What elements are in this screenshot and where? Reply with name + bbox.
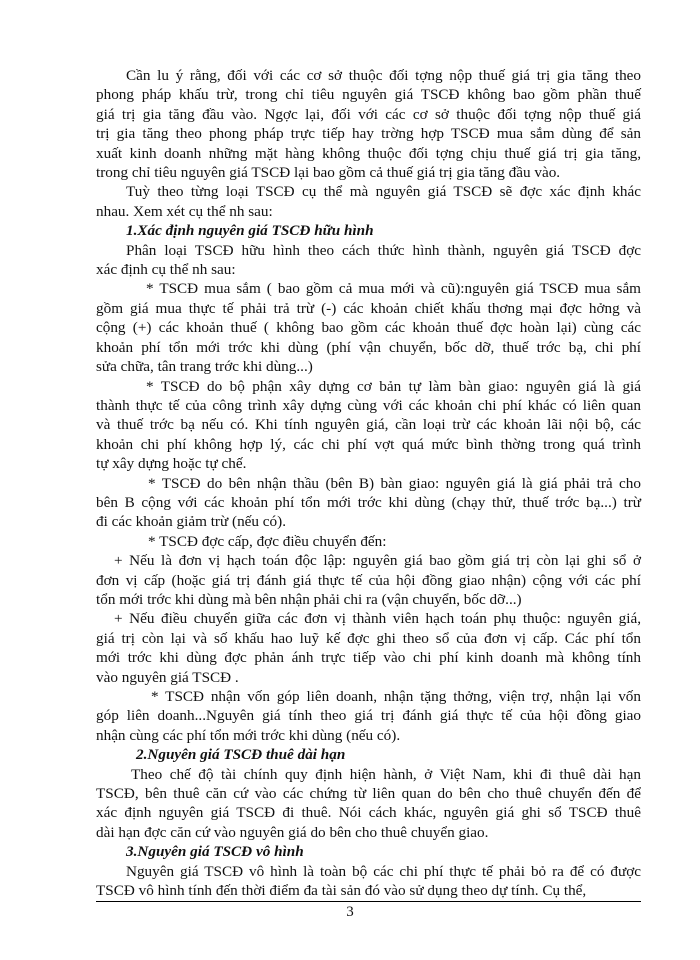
paragraph <box>96 279 641 376</box>
text-line: nhận cùng các phí tổn mới trớc khi dùng (nếu có). <box>96 726 401 744</box>
text-line: xuất kinh doanh những mặt hàng không thuộc đối tợng chịu thuế giá trị gia tăng, <box>96 144 641 162</box>
text-line: tổn mới trớc khi dùng mà bên nhận phải chi ra (vận chuyển, bốc dỡ...) <box>96 590 522 608</box>
text-line: TSCĐ, bên thuê căn cứ vào các chứng từ liên quan do bên cho thuê chuyển đến để <box>96 785 641 803</box>
page-number: 3 <box>346 904 354 920</box>
section-heading <box>96 745 641 764</box>
text-line: xác định nguyên giá TSCĐ đi thuê. Nói cách khác, nguyên giá ghi sổ TSCĐ thuê <box>96 804 641 822</box>
text-line: + Nếu điều chuyển giữa các đơn vị thành viên hạch toán phụ thuộc: nguyên giá, <box>114 610 641 628</box>
text-line: 1.Xác định nguyên giá TSCĐ hữu hình <box>126 222 374 240</box>
text-line: khoản chi phí không hợp lý, các chi phí vợt quá mức bình thờng trong quá trình <box>96 435 641 453</box>
text-line: thành thực tế của công trình xây dựng cùng với các khoản chi phí khác có liên quan <box>96 396 641 414</box>
text-line: xác định cụ thể nh sau: <box>96 261 236 279</box>
text-line: + Nếu là đơn vị hạch toán độc lập: nguyên giá bao gồm giá trị còn lại ghi sổ ở <box>114 552 641 570</box>
text-line: * TSCĐ mua sắm ( bao gồm cả mua mới và cũ):nguyên giá TSCĐ mua sắm <box>146 280 641 298</box>
body-text <box>96 66 641 900</box>
text-line: tự xây dựng hoặc tự chế. <box>96 455 247 473</box>
text-line: Nguyên giá TSCĐ vô hình là toàn bộ các chi phí thực tế phải bỏ ra để có được <box>126 862 641 880</box>
paragraph <box>96 765 641 843</box>
text-line: mới trớc khi dùng đợc phản ánh trực tiếp vào chi phí kinh doanh mà không tính <box>96 649 641 667</box>
text-line: khoản phí tổn mới trớc khi dùng (phí vận chuyển, bốc dỡ, thuế trớc bạ, chi phí <box>96 338 641 356</box>
text-line: trị gia tăng theo phong pháp trực tiếp hay trờng hợp TSCĐ mua sắm dùng để sản <box>96 125 641 143</box>
text-line: dài hạn đợc căn cứ vào nguyên giá do bên cho thuê chuyển giao. <box>96 823 489 841</box>
text-line: cộng (+) các khoản thuế ( không bao gồm các khoản thuế đợc hoàn lại) cùng các <box>96 319 641 337</box>
text-line: 3.Nguyên giá TSCĐ vô hình <box>126 843 304 861</box>
text-line: * TSCĐ đợc cấp, đợc điều chuyển đến: <box>148 532 387 550</box>
paragraph <box>96 532 641 551</box>
text-line: Theo chế độ tài chính quy định hiện hành, ở Việt Nam, khi đi thuê dài hạn <box>131 765 641 783</box>
paragraph <box>96 609 641 687</box>
text-line: đơn vị cấp (hoặc giá trị đánh giá thực tế của hội đồng giao nhận) cộng với các phí <box>96 571 641 589</box>
text-line: góp liên doanh...Nguyên giá tính theo giá trị đánh giá thực tế của hội đồng giao <box>96 707 641 725</box>
text-line: giá trị còn lại và số khấu hao luỹ kế đợc ghi theo sổ của đơn vị cấp. Các phí tổn <box>96 629 641 647</box>
text-line: 2.Nguyên giá TSCĐ thuê dài hạn <box>136 746 346 764</box>
paragraph <box>96 182 641 221</box>
text-line: TSCĐ vô hình tính đến thời điểm đa tài sản đó vào sử dụng theo dự tính. Cụ thể, <box>96 882 587 900</box>
footer-rule <box>96 901 641 902</box>
text-line: sửa chữa, tân trang trớc khi dùng...) <box>96 358 313 376</box>
text-line: và thuế trớc bạ nếu có. Khi tính nguyên giá, cần loại trừ các khoản lãi nội bộ, các <box>96 416 641 434</box>
text-line: nhau. Xem xét cụ thể nh sau: <box>96 202 273 220</box>
text-line: Phân loại TSCĐ hữu hình theo cách thức hình thành, nguyên giá TSCĐ đợc <box>126 241 641 259</box>
section-heading <box>96 221 641 240</box>
paragraph <box>96 551 641 609</box>
text-line: bên B cộng với các khoản phí tổn mới trớc khi dùng (chạy thử, thuế trớc bạ...) trừ <box>96 493 641 511</box>
paragraph <box>96 474 641 532</box>
text-line: * TSCĐ nhận vốn góp liên doanh, nhận tặng thởng, viện trợ, nhận lại vốn <box>151 688 641 705</box>
text-line: giá trị gia tăng đầu vào. Ngợc lại, đối với các cơ sở thuộc đối tợng nộp thuế giá <box>96 105 641 123</box>
paragraph <box>96 377 641 474</box>
text-line: * TSCĐ do bộ phận xây dựng cơ bản tự làm bàn giao: nguyên giá là giá <box>146 377 641 395</box>
text-line: vào nguyên giá TSCĐ . <box>96 668 239 686</box>
paragraph <box>96 687 641 745</box>
paragraph <box>96 66 641 182</box>
text-line: Tuỳ theo từng loại TSCĐ cụ thể mà nguyên giá TSCĐ sẽ đợc xác định khác <box>126 183 641 201</box>
paragraph <box>96 241 641 280</box>
text-line: đi các khoản giảm trừ (nếu có). <box>96 513 286 531</box>
text-line: phong pháp khấu trừ, trong chỉ tiêu nguyên giá TSCĐ không bao gồm phần thuế <box>96 86 641 104</box>
section-heading <box>96 842 641 861</box>
text-line: gồm giá mua thực tế phải trả trừ (-) các khoản chiết khấu thơng mại đợc hởng và <box>96 299 641 317</box>
text-line: trong chỉ tiêu nguyên giá TSCĐ lại bao gồm cả thuế giá trị gia tăng đầu vào. <box>96 164 561 182</box>
text-line: Cần lu ý rằng, đối với các cơ sở thuộc đối tợng nộp thuế giá trị gia tăng theo <box>126 67 641 84</box>
text-line: * TSCĐ do bên nhận thầu (bên B) bàn giao: nguyên giá là giá phải trả cho <box>148 474 641 492</box>
paragraph <box>96 862 641 901</box>
